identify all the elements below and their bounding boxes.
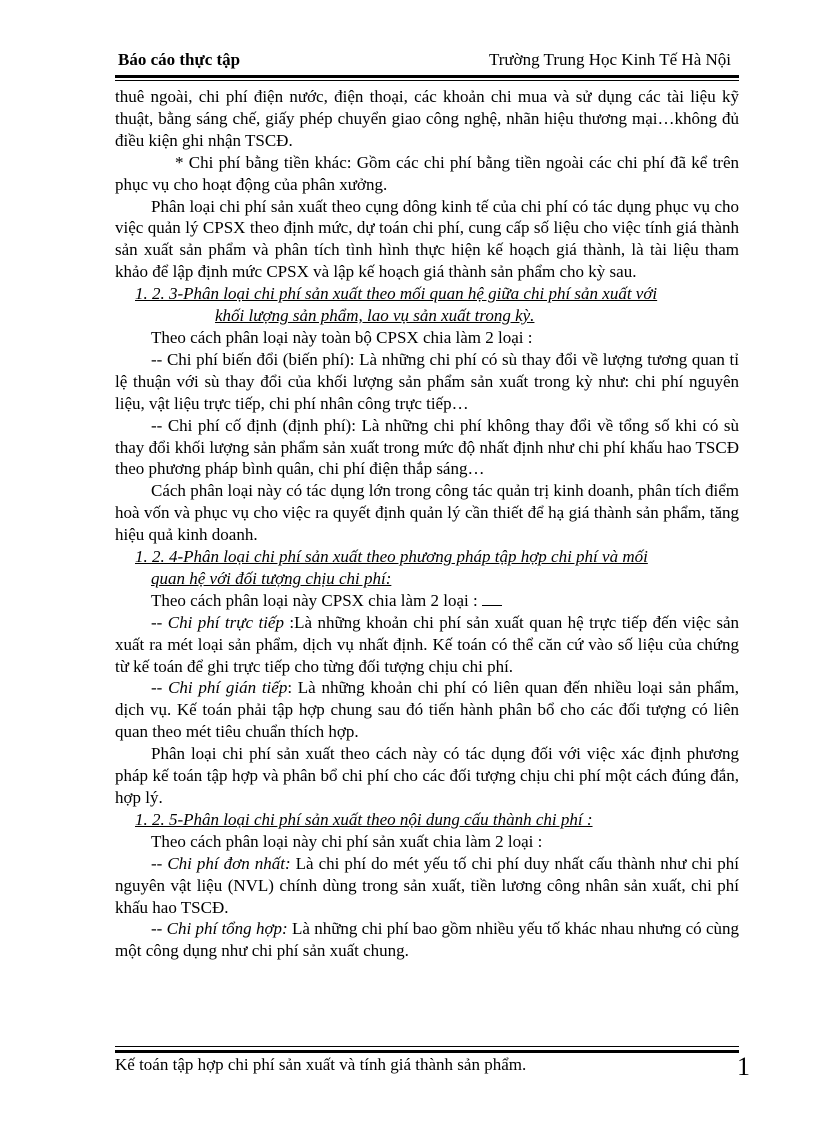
header-report-title: Báo cáo thực tập bbox=[118, 50, 241, 69]
paragraph: -- Chi phí biến đổi (biến phí): Là những chi phí có sù thay đổi về lượng tương quan tỉ lệ thuận với sù thay đổi của khối lượng sản phẩm sản xuất trong kỳ như: chi phí nguyên liệu, vật liệu trực tiếp, chi phí nhân công trực tiếp… bbox=[115, 349, 739, 413]
paragraph: * Chi phí bằng tiền khác: Gồm các chi phí bằng tiền ngoài các chi phí đã kể trên phục vụ cho hoạt động của phân xưởng. bbox=[115, 152, 739, 194]
term-composite-cost: Chi phí tổng hợp: bbox=[166, 919, 288, 939]
paragraph: Cách phân loại này có tác dụng lớn trong công tác quản trị kinh doanh, phân tích điểm hoà vốn và phục vụ cho việc ra quyết định quản lý cần thiết để hạ giá thành sản phẩm, tăng hiệu quả kinh doanh. bbox=[115, 481, 739, 545]
dash-prefix: -- bbox=[151, 678, 169, 698]
term-direct-cost: Chi phí trực tiếp bbox=[167, 612, 284, 632]
paragraph: Phân loại chi phí sản xuất theo cụng dông kinh tế của chi phí có tác dụng phục vụ cho việc quản lý CPSX theo định mức, dự toán chi phí, cung cấp số liệu cho việc tính giá thành sản xuất sản phẩm và phân tích tình hình thực hiện kế hoạch giá thành, là tài liệu tham khảo để lập định mức CPSX và lập kế hoạch giá thành sản phẩm cho kỳ sau. bbox=[115, 196, 739, 282]
page-header bbox=[115, 50, 739, 72]
dash-prefix: -- bbox=[151, 919, 167, 939]
paragraph: thuê ngoài, chi phí điện nước, điện thoại, các khoản chi mua và sử dụng các tài liệu kỹ thuật, bằng sáng chế, giấy phép chuyển giao công nghệ, nhãn hiệu thương mại…không đủ điều kiện ghi nhận TSCĐ. bbox=[115, 87, 739, 150]
paragraph bbox=[115, 918, 739, 962]
paragraph bbox=[115, 590, 739, 612]
blank-line bbox=[482, 604, 502, 606]
paragraph-text: :Là những khoản chi phí sản xuất quan hệ trực tiếp đến việc sản xuất ra mét loại sản phẩm, dịch vụ nhất định. Kế toán có thể căn cứ vào số liệu của chứng từ kế toán để ghi trực tiếp cho từng đối tượng chịu chi phí. bbox=[115, 612, 739, 676]
section-heading-1-2-3: 1. 2. 3-Phân loại chi phí sản xuất theo mối quan hệ giữa chi phí sản xuất với bbox=[135, 284, 658, 304]
section-heading-1-2-5: 1. 2. 5-Phân loại chi phí sản xuất theo nội dung cấu thành chi phí : bbox=[135, 809, 593, 829]
header-school-name: Trường Trung Học Kinh Tế Hà Nội bbox=[488, 50, 731, 69]
term-single-cost: Chi phí đơn nhất: bbox=[167, 853, 291, 873]
paragraph bbox=[115, 612, 739, 678]
paragraph-text: Là những chi phí bao gồm nhiều yếu tố khác nhau nhưng có cùng một công dụng như chi phí sản xuất chung. bbox=[115, 919, 739, 961]
header-rule-thick bbox=[115, 75, 739, 78]
paragraph-text: Theo cách phân loại này CPSX chia làm 2 loại : bbox=[151, 590, 478, 610]
paragraph-text: : Là những khoản chi phí có liên quan đến nhiều loại sản phẩm, dịch vụ. Kế toán phải tập hợp chung sau đó tiến hành phân bổ cho các đối tượng có liên quan theo mét tiêu chuẩn thích hợp. bbox=[115, 678, 740, 742]
section-heading-1-2-4: 1. 2. 4-Phân loại chi phí sản xuất theo phương pháp tập hợp chi phí và mối bbox=[135, 547, 648, 567]
paragraph-text: Là chi phí do mét yếu tố chi phí duy nhất cấu thành như chi phí nguyên vật liệu (NVL) chính dùng trong sản xuất, tiền lương công nhân sản xuất, chi phí khấu hao TSCĐ. bbox=[115, 853, 739, 917]
paragraph: Theo cách phân loại này chi phí sản xuất chia làm 2 loại : bbox=[151, 831, 543, 851]
dash-prefix: -- bbox=[151, 853, 168, 873]
header-rule-thin bbox=[115, 80, 739, 81]
dash-prefix: -- bbox=[151, 612, 168, 632]
paragraph: -- Chi phí cố định (định phí): Là những chi phí không thay đổi về tổng số khi có sù thay đổi khối lượng sản phẩm sản xuất trong mức độ nhất định như chi phí khấu hao TSCĐ theo phương pháp bình quân, chi phí điện thắp sáng… bbox=[115, 415, 739, 479]
page-number: 1 bbox=[737, 1052, 750, 1081]
paragraph: Theo cách phân loại này toàn bộ CPSX chia làm 2 loại : bbox=[151, 327, 533, 347]
section-heading-1-2-3-cont: khối lượng sản phẩm, lao vụ sản xuất trong kỳ. bbox=[215, 306, 535, 326]
footer-rule-thick bbox=[115, 1050, 739, 1053]
paragraph: Phân loại chi phí sản xuất theo cách này có tác dụng đối với việc xác định phương pháp kế toán tập hợp và phân bổ chi phí cho các đối tượng chịu chi phí một cách đúng đắn, hợp lý. bbox=[115, 744, 739, 807]
section-heading-1-2-4-cont: quan hệ với đối tượng chịu chi phí: bbox=[151, 568, 392, 588]
footer-rule-thin bbox=[115, 1046, 739, 1047]
paragraph bbox=[115, 853, 739, 919]
footer-title: Kế toán tập hợp chi phí sản xuất và tính giá thành sản phẩm. bbox=[115, 1055, 527, 1074]
body-text bbox=[115, 86, 739, 962]
paragraph bbox=[115, 677, 739, 743]
term-indirect-cost: Chi phí gián tiếp bbox=[168, 678, 288, 698]
